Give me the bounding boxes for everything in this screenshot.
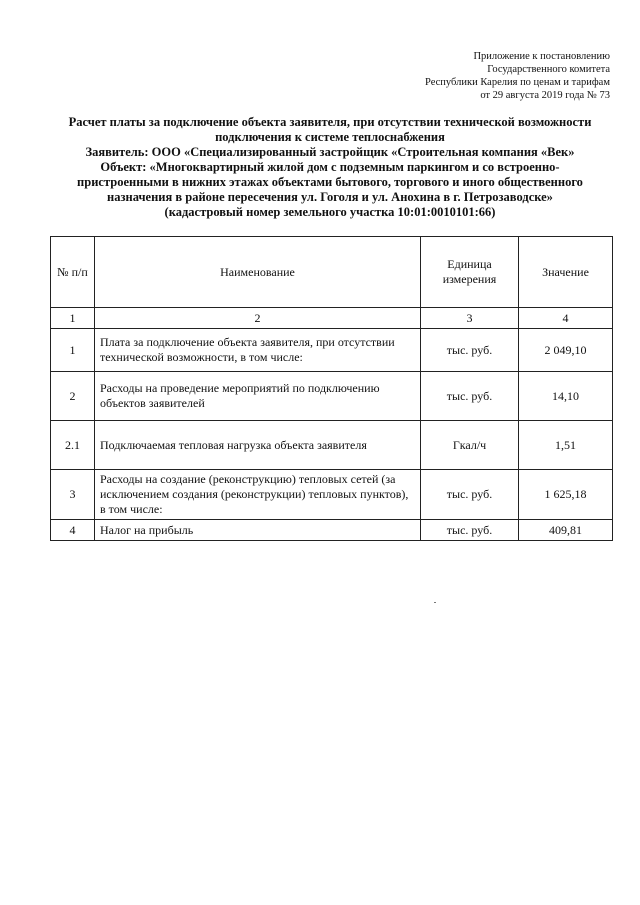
row-unit: Гкал/ч (421, 421, 519, 470)
appendix-line: Приложение к постановлению (473, 51, 610, 62)
appendix-line: Государственного комитета (487, 64, 610, 75)
header-unit: Единица измерения (421, 237, 519, 308)
row-value: 2 049,10 (519, 329, 613, 372)
heading-line: (кадастровый номер земельного участка 10:01:0010101:66) (164, 205, 496, 219)
row-value: 409,81 (519, 520, 613, 541)
row-unit: тыс. руб. (421, 372, 519, 421)
row-name: Расходы на создание (реконструкцию) тепловых сетей (за исключением создания (реконструкции) тепловых пунктов), в том числе: (95, 470, 421, 520)
column-number: 4 (519, 308, 613, 329)
row-name: Плата за подключение объекта заявителя, при отсутствии технической возможности, в том числе: (95, 329, 421, 372)
row-unit: тыс. руб. (421, 470, 519, 520)
heading-line: Заявитель: ООО «Специализированный застройщик «Строительная компания «Век» (85, 145, 575, 159)
row-number: 2.1 (51, 421, 95, 470)
row-number: 2 (51, 372, 95, 421)
row-value: 14,10 (519, 372, 613, 421)
row-name: Расходы на проведение мероприятий по подключению объектов заявителей (95, 372, 421, 421)
appendix-line: от 29 августа 2019 года № 73 (480, 90, 610, 101)
row-number: 1 (51, 329, 95, 372)
row-value: 1 625,18 (519, 470, 613, 520)
table-header-row (51, 237, 613, 308)
appendix-note (350, 50, 610, 102)
heading-line: Объект: «Многоквартирный жилой дом с подземным паркингом и со встроенно- (100, 160, 560, 174)
appendix-line: Республики Карелия по ценам и тарифам (425, 77, 610, 88)
row-unit: тыс. руб. (421, 329, 519, 372)
row-value: 1,51 (519, 421, 613, 470)
column-number: 3 (421, 308, 519, 329)
row-number: 3 (51, 470, 95, 520)
column-number: 1 (51, 308, 95, 329)
document-heading (50, 115, 610, 220)
header-number: № п/п (51, 237, 95, 308)
row-number: 4 (51, 520, 95, 541)
table-row (51, 470, 613, 520)
row-name: Подключаемая тепловая нагрузка объекта заявителя (95, 421, 421, 470)
column-number: 2 (95, 308, 421, 329)
header-value: Значение (519, 237, 613, 308)
header-name: Наименование (95, 237, 421, 308)
calculation-table (50, 236, 613, 541)
row-name: Налог на прибыль (95, 520, 421, 541)
column-number-row (51, 308, 613, 329)
heading-line: подключения к системе теплоснабжения (215, 130, 445, 144)
table-row (51, 329, 613, 372)
row-unit: тыс. руб. (421, 520, 519, 541)
heading-line: назначения в районе пересечения ул. Гоголя и ул. Анохина в г. Петрозаводске» (107, 190, 553, 204)
table-row (51, 372, 613, 421)
scan-speck (434, 602, 436, 603)
table-row (51, 421, 613, 470)
heading-line: пристроенными в нижних этажах объектами бытового, торгового и иного общественного (77, 175, 583, 189)
heading-line: Расчет платы за подключение объекта заявителя, при отсутствии технической возможности (68, 115, 592, 129)
table-row (51, 520, 613, 541)
